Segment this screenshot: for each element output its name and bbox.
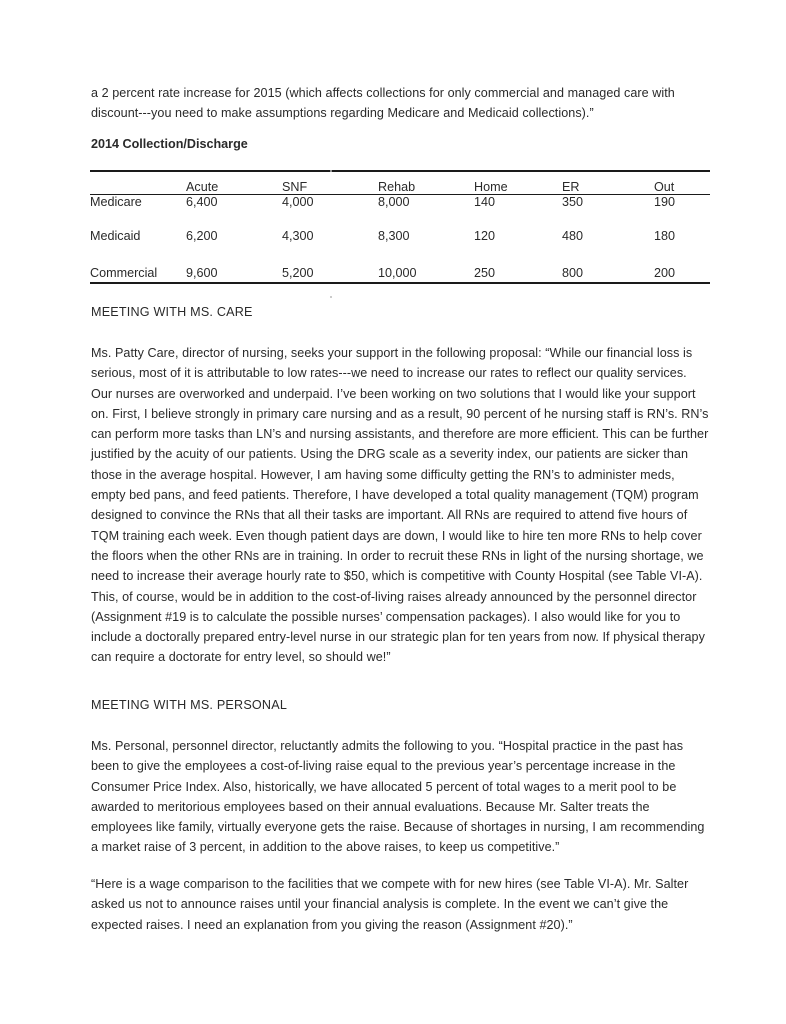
ms-care-paragraph: Ms. Patty Care, director of nursing, seeks your support in the following proposal: “While our financial loss is serious, most of it is attributable to low rates---we need to increase our rates to reflect our quality services. Our nurses are overworked and underpaid. I’ve been working on two solutions that I would like your support on. First, I believe strongly in primary care nursing and as a result, 90 percent of he nursing staff is RN’s. RN’s can perform more tasks than LN’s and nursing assistants, and therefore are more efficient. This can be further justified by the acuity of our patients. Using the DRG scale as a severity index, our patients are sicker than those in the average hospital. However, I am having some difficulty getting the RN’s to administer meds, empty bed pans, and feed patients. Therefore, I have developed a total quality management (TQM) program designed to convince the RNs that all their tasks are important. All RNs are required to attend five hours of TQM training each week. Even though patient days are down, I would like to hire ten more RNs to help cover the floors when the other RNs are in training. In order to recruit these RNs in light of the nursing shortage, we need to increase their average hourly rate to $50, which is competitive with County Hospital (see Table VI-A). This, of course, would be in addition to the cost-of-living raises already announced by the personnel director (Assignment #19 is to calculate the possible nurses’ compensation packages). I also would like for you to include a doctorally prepared entry-level nurse in our strategic plan for ten years from now. If physical therapy can require a doctorate for entry level, so should we!”: [91, 346, 709, 665]
table-row: [90, 229, 710, 263]
ms-personal-paragraph-2: “Here is a wage comparison to the facilities that we compete with for new hires (see Table VI-A). Mr. Salter asked us not to announce raises until your financial analysis is complete. In the event we can’t give the expected raises. I need an explanation from you giving the reason (Assignment #20).”: [91, 877, 689, 932]
table-title: 2014 Collection/Discharge: [91, 137, 248, 151]
table-cell: 350: [562, 195, 584, 209]
section-heading-ms-care: MEETING WITH MS. CARE: [91, 305, 253, 319]
table-cell: 6,400: [186, 195, 218, 209]
table-cell: Medicaid: [90, 228, 141, 243]
table-row: [90, 263, 710, 283]
table-cell: 800: [562, 265, 584, 280]
section-heading-ms-personal: MEETING WITH MS. PERSONAL: [91, 698, 288, 712]
table-header-cell: Acute: [186, 180, 219, 194]
table-cell: 4,000: [282, 195, 314, 209]
table-row: [90, 195, 710, 229]
table-cell: 120: [474, 228, 496, 243]
table-cell: 200: [654, 265, 676, 280]
table-cell: 4,300: [282, 228, 314, 243]
ms-personal-paragraph-1: Ms. Personal, personnel director, reluctantly admits the following to you. “Hospital practice in the past has been to give the employees a cost-of-living raise equal to the previous year’s percentage increase in the Consumer Price Index. Also, historically, we have allocated 5 percent of total wages to a merit pool to be awarded to meritorious employees based on their annual evaluations. Because Mr. Salter treats the employees like family, virtually everyone gets the raise. Because of shortages in nursing, I am recommending a market raise of 3 percent, in addition to the above raises, to keep us competitive.”: [91, 739, 705, 855]
scan-speck: [330, 296, 332, 298]
table-header-cell: Rehab: [378, 180, 416, 194]
table-header-cell: ER: [562, 180, 580, 194]
table-cell: 8,300: [378, 228, 410, 243]
table-cell: 140: [474, 195, 496, 209]
table-header-cell: [90, 171, 186, 195]
table-header-cell: Home: [474, 180, 508, 194]
table-cell: 190: [654, 195, 676, 209]
table-header-row: [90, 171, 710, 195]
table-header-cell: Out: [654, 180, 675, 194]
intro-paragraph: a 2 percent rate increase for 2015 (which affects collections for only commercial and managed care with discount---you need to make assumptions regarding Medicare and Medicaid collections).”: [91, 86, 675, 121]
scan-speck: [330, 170, 332, 172]
table-header-cell: SNF: [282, 180, 308, 194]
table-cell: 9,600: [186, 265, 218, 280]
table-cell: Commercial: [90, 265, 158, 280]
table-cell: 8,000: [378, 195, 410, 209]
table-cell: 6,200: [186, 228, 218, 243]
table-cell: 250: [474, 265, 496, 280]
table-cell: Medicare: [90, 195, 142, 209]
table-cell: 10,000: [378, 265, 417, 280]
table-cell: 180: [654, 228, 676, 243]
table-cell: 480: [562, 228, 584, 243]
collection-discharge-table: [90, 170, 710, 284]
table-cell: 5,200: [282, 265, 314, 280]
